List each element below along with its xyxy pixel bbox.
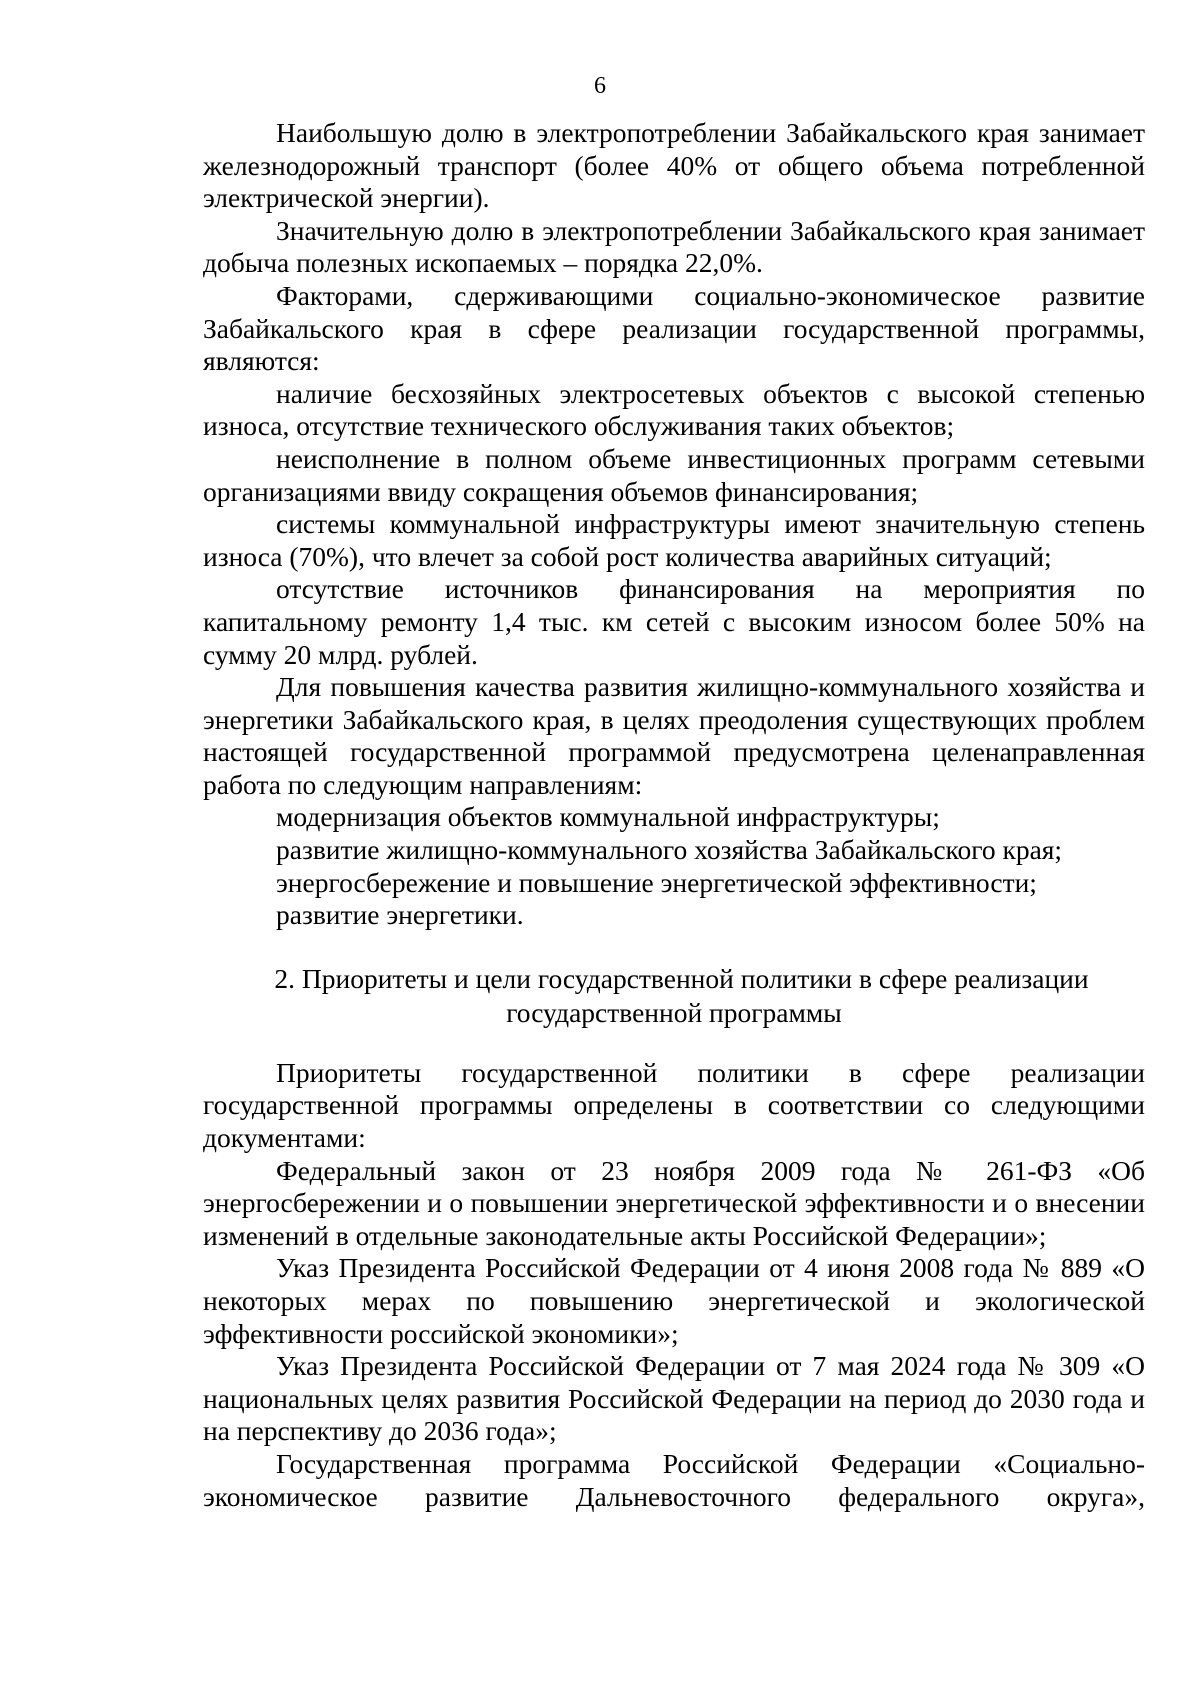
list-item: Федеральный закон от 23 ноября 2009 года № 261-ФЗ «Об энергосбережении и о повышении энергетической эффективности и о внесении изменений в отдельные законодательные акты Российской Федерации»; [203,1154,1145,1251]
list-item: развитие энергетики. [276,899,524,931]
list-item: развитие жилищно-коммунального хозяйства Забайкальского края; [276,834,1063,866]
list-item: модернизация объектов коммунальной инфраструктуры; [276,801,940,833]
list-item: энергосбережение и повышение энергетической эффективности; [276,866,1037,898]
section-heading [203,962,1145,1030]
paragraph: Приоритеты государственной политики в сфере реализации государственной программы определены в соответствии со следующими документами: [203,1056,1145,1154]
paragraph: Для повышения качества развития жилищно-коммунального хозяйства и энергетики Забайкальского края, в целях преодоления существующих проблем настоящей государственной программой предусмотрена целенаправленная работа по следующим направлениям: [203,671,1145,800]
list-item: неисполнение в полном объеме инвестиционных программ сетевыми организациями ввиду сокращения объемов финансирования; [203,442,1145,507]
list-item: наличие бесхозяйных электросетевых объектов с высокой степенью износа, отсутствие технического обслуживания таких объектов; [203,377,1145,442]
section-heading-line-1: 2. Приоритеты и цели государственной политики в сфере реализации [274,962,1089,994]
section-heading-line-2: государственной программы [506,996,842,1028]
paragraph: Значительную долю в электропотреблении Забайкальского края занимает добыча полезных ископаемых – порядка 22,0%. [203,214,1145,279]
page-number: 6 [594,73,606,99]
list-item: Государственная программа Российской Федерации «Социально-экономическое развитие Дальневосточного федерального округа», [203,1447,1145,1512]
paragraph: Наибольшую долю в электропотреблении Забайкальского края занимает железнодорожный транспорт (более 40% от общего объема потребленной электрической энергии). [203,117,1145,214]
list-item: Указ Президента Российской Федерации от 4 июня 2008 года № 889 «О некоторых мерах по повышению энергетической и экологической эффективности российской экономики»; [203,1252,1145,1349]
list-item: Указ Президента Российской Федерации от 7 мая 2024 года № 309 «О национальных целях развития Российской Федерации на период до 2030 года и на перспективу до 2036 года»; [203,1350,1145,1447]
list-item: отсутствие источников финансирования на мероприятия по капитальному ремонту 1,4 тыс. км сетей с высоким износом более 50% на сумму 20 млрд. рублей. [203,573,1145,670]
list-item: системы коммунальной инфраструктуры имеют значительную степень износа (70%), что влечет за собой рост количества аварийных ситуаций; [203,508,1145,572]
document-body [203,117,1145,1513]
paragraph: Факторами, сдерживающими социально-экономическое развитие Забайкальского края в сфере реализации государственной программы, являются: [203,279,1145,377]
